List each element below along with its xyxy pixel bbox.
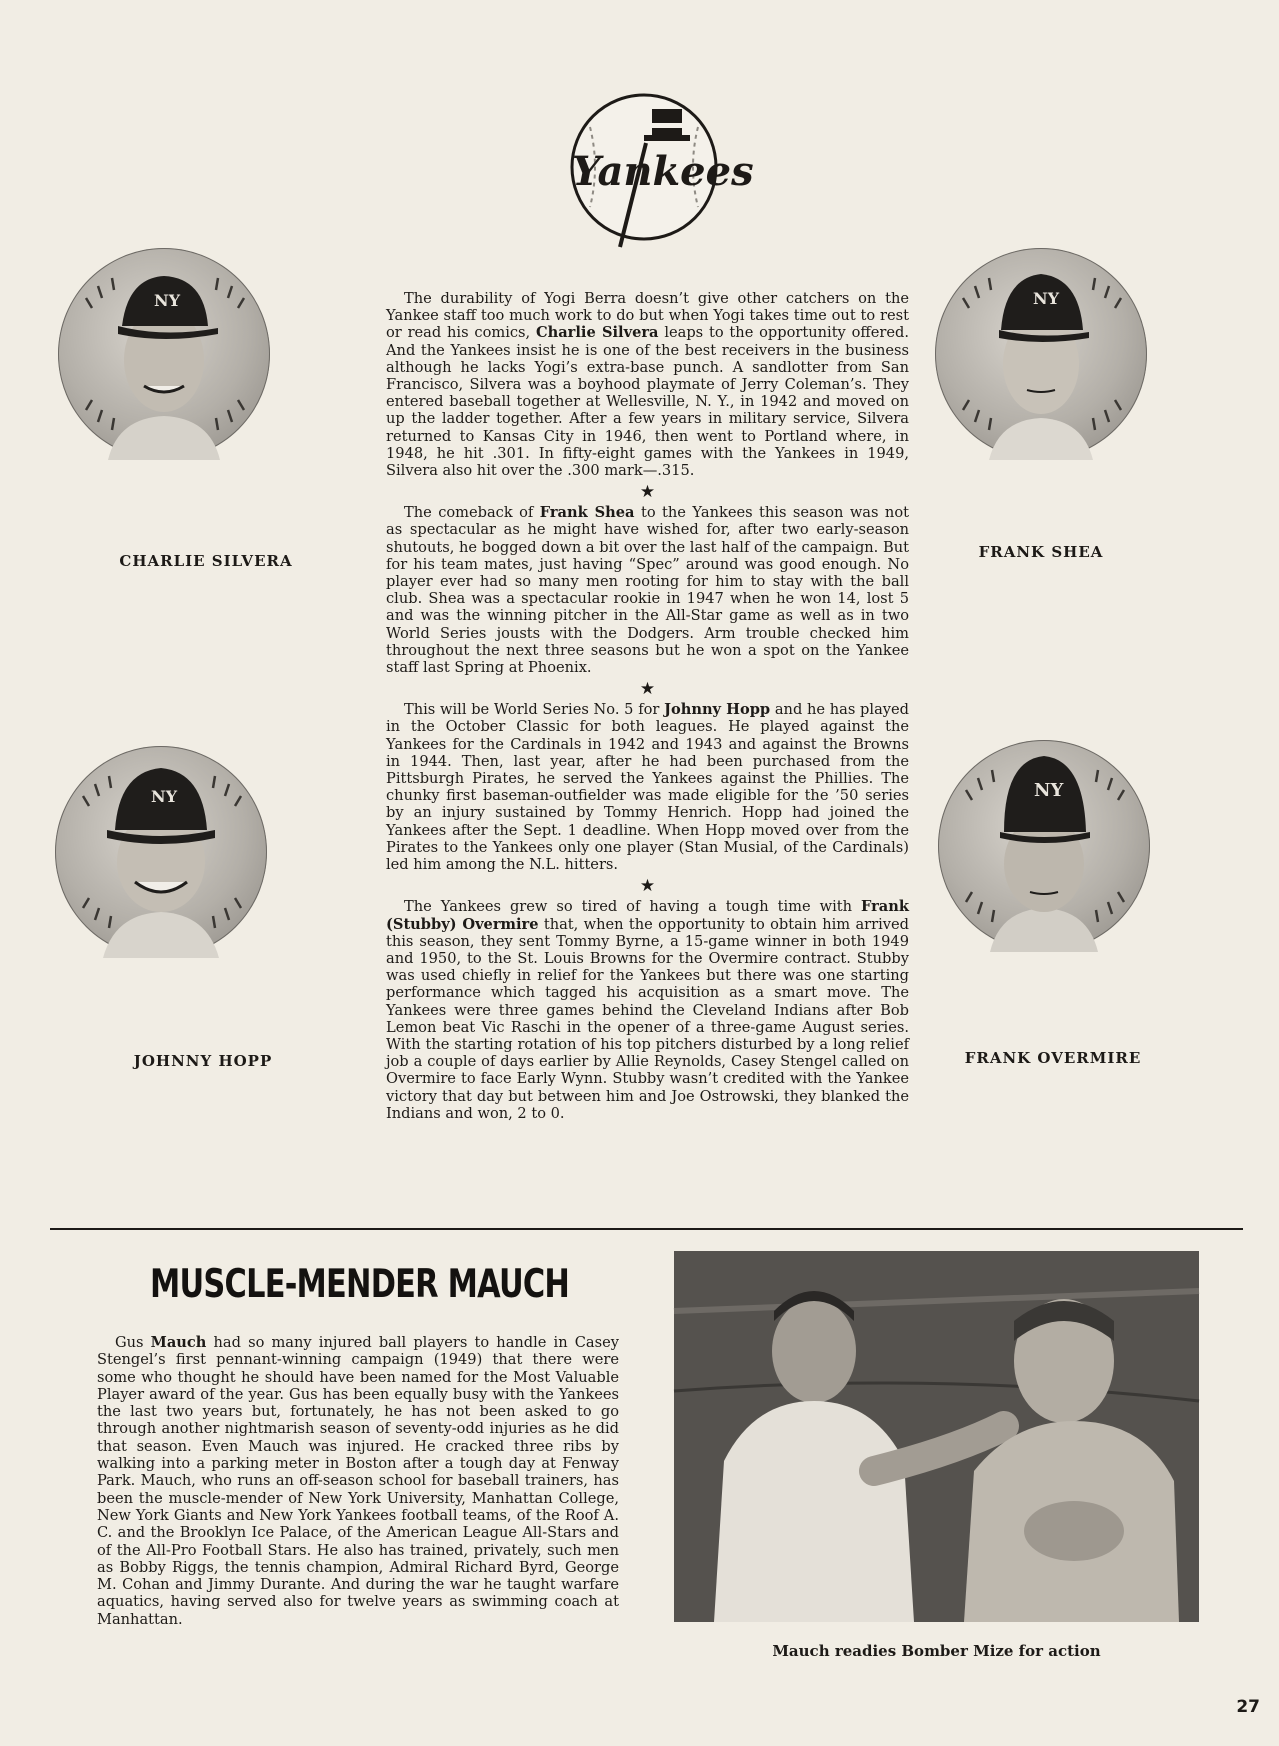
article-text: Gus	[115, 1334, 151, 1351]
svg-text:NY: NY	[151, 787, 178, 806]
svg-text:NY: NY	[154, 291, 181, 310]
article-text: This will be World Series No. 5 for	[404, 701, 665, 719]
article-text: leaps to the opportunity offered. And the Yankees insist he is one of the best receivers in the business although he lacks Yogi’s extra-base punch. A sandlotter from San Francisco, Silvera was a boyhood playmate of Jerry Coleman’s. They entered baseball together at Wellesville, N. Y., in 1942 and moved on up the ladder together. After a few years in military service, Silvera returned to Kansas City in 1946, then went to Portland where, in 1948, he hit .301. In fifty-eight games with the Yankees in 1949, Silvera also hit over the .300 mark—.315.	[386, 324, 909, 480]
article-hopp	[386, 701, 909, 873]
logo-wordmark: Yankees	[572, 148, 754, 195]
yankees-logo	[560, 87, 754, 257]
photo-caption: Mauch readies Bomber Mize for action	[772, 1642, 1101, 1660]
article-text: to the Yankees this season was not as spectacular as he might have wished for, after two early-season shutouts, he bogged down a bit over the last half of the campaign. But for his team mates, just having “Spec” around was good enough. No player ever had so many men rooting for him to stay with the ball club. Shea was a spectacular rookie in 1947 when he won 14, lost 5 and was the winning pitcher in the All-Star game as well as in two World Series jousts with the Dodgers. Arm trouble checked him throughout the next three seasons but he won a spot on the Yankee staff last Spring at Phoenix.	[386, 504, 909, 677]
player-name-bold: Frank Shea	[539, 504, 635, 522]
feature-article	[97, 1334, 619, 1628]
article-silvera	[386, 290, 909, 479]
article-text: had so many injured ball players to handle in Casey Stengel’s first pennant-winning campaign (1949) that there were some who thought he should have been named for the Most Valuable Player award of the year. Gus has been equally busy with the Yankees the last two years but, fortunately, he has not been asked to go through another nightmarish season of seventy-odd injuries as he did that season. Even Mauch was injured. He cracked three ribs by walking into a parking meter in Boston after a tough day at Fenway Park. Mauch, who runs an off-season school for baseball trainers, has been the muscle-mender of New York University, Manhattan College, New York Giants and New York Yankees football teams, of the Roof A. C. and the Brooklyn Ice Palace, of the American League All-Stars and of the All-Pro Football Stars. He also has trained, privately, such men as Bobby Riggs, the tennis champion, Admiral Richard Byrd, George M. Cohan and Jimmy Durante. And during the war he taught warfare aquatics, having served also for twelve years as swimming coach at Manhattan.	[97, 1334, 619, 1628]
caption-johnny-hopp: JOHNNY HOPP	[133, 1052, 273, 1070]
caption-charlie-silvera: CHARLIE SILVERA	[119, 552, 293, 570]
article-text: that, when the opportunity to obtain him arrived this season, they sent Tommy Byrne, a 15-game winner in both 1949 and 1950, to the St. Louis Browns for the Overmire contract. Stubby was used chiefly in relief for the Yankees but there was one starting performance which tagged his acquisition as a smart move. The Yankees were three games behind the Cleveland Indians after Bob Lemon beat Vic Raschi in the opener of a three-game August series. With the starting rotation of his top pitchers disturbed by a long relief job a couple of days earlier by Allie Reynolds, Casey Stengel called on Overmire to face Early Wynn. Stubby wasn’t credited with the Yankee victory that day but between him and Joe Ostrowski, they blanked the Indians and won, 2 to 0.	[386, 915, 910, 1122]
caption-frank-shea: FRANK SHEA	[978, 543, 1104, 561]
article-text: and he has played in the October Classic for both leagues. He played against the Yankees for the Cardinals in 1942 and 1943 and against the Browns in 1944. Then, last year, after he had been purchased from the Pittsburgh Pirates, he served the Yankees against the Phillies. The chunky first baseman-outfielder was made eligible for the ’50 series by an injury sustained by Tommy Henrich. Hopp had joined the Yankees after the Sept. 1 deadline. When Hopp moved over from the Pirates to the Yankees only one player (Stan Musial, of the Cardinals) led him among the N.L. hitters.	[386, 701, 909, 874]
article-column	[386, 290, 909, 1122]
article-text: The durability of Yogi Berra doesn’t give other catchers on the Yankee staff too much work to do but when Yogi takes time out to rest or read his comics,	[386, 290, 909, 342]
page-number: 27	[1236, 1697, 1260, 1717]
star-separator: ★	[639, 876, 656, 897]
article-shea	[386, 504, 909, 676]
player-name-bold: Frank (Stubby) Overmire	[386, 898, 909, 933]
article-text: The comeback of	[404, 504, 540, 522]
caption-frank-overmire: FRANK OVERMIRE	[964, 1049, 1142, 1067]
johnny-hopp-photo	[55, 746, 267, 958]
player-name-bold: Charlie Silvera	[535, 324, 659, 342]
star-separator: ★	[639, 482, 656, 503]
star-separator: ★	[639, 679, 656, 700]
svg-text:NY: NY	[1033, 289, 1060, 308]
frank-overmire-photo	[938, 740, 1150, 952]
frank-shea-photo	[935, 248, 1147, 460]
article-overmire	[386, 898, 909, 1122]
svg-text:NY: NY	[1034, 780, 1064, 801]
article-text: The Yankees grew so tired of having a tough time with	[404, 898, 862, 916]
feature-headline: MUSCLE-MENDER MAUCH	[150, 1262, 570, 1307]
trainer-name-bold: Mauch	[150, 1334, 207, 1351]
mauch-mize-photo	[674, 1251, 1199, 1622]
section-divider	[50, 1228, 1243, 1230]
player-name-bold: Johnny Hopp	[664, 701, 771, 719]
charlie-silvera-photo	[58, 248, 270, 460]
